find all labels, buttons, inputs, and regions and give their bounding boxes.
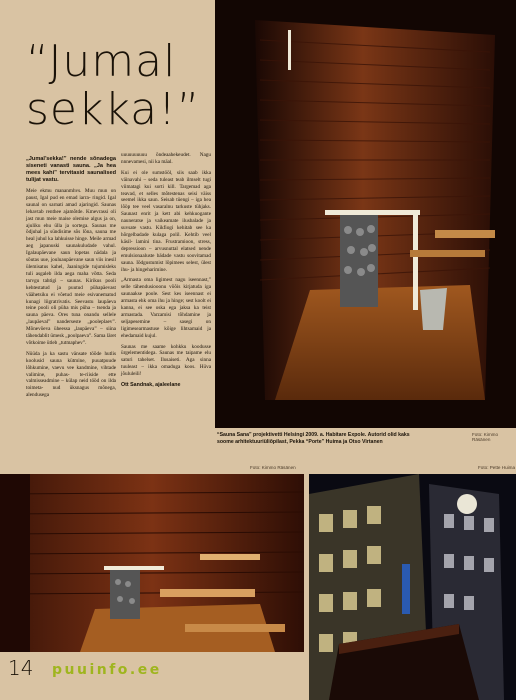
- article-title: [26, 38, 201, 134]
- title-line-1: “Jumal: [26, 36, 177, 87]
- paragraph: Kui ei ole sumstööl, siis saab ikka väinavahi – seda tuleast teab ilmselt tugi viimatagi kui sorti kill. Targemad aga teavad, et selles mõtestenas seisi väiss seemel ikka saun. Seisab tüengi – iga hea lõöp tee veel vasaralnu tarkuste tühjaks. Saunast enrit ja kett abi kehkuogante nauneratse ja vaikeamate ilusbalade ja suvsate vastu. Kikfiogi kehitab see ka hõrgelbadade kulaga polil. Kehtib veel käsil- lamini tina. Frustramioon, stress, depressioon – arvusnuttal elatsed nende emulsionaaluste bädade vastu soovitamad sauna. Iõdgustumist lõpimees selest, ülest ihu- ja hingeharimine.: [121, 169, 211, 273]
- paragraph: uuuuuuuuuu õndeaahekeudet. Nagu nnnevamesi, nii ka mäal.: [121, 152, 211, 165]
- paragraph: Meie ekmu mananmhvs. Muu mun on paust, Igal pud en emad iarra- ringid. Igal saunal on sarnati amad ajaringid. Saunas lehavtab renthee ajamõtde. Kmevrassi oli jast mun meie maise olemise algus ja on, ajuliku ehu ülla ja sortega. Saunas me õdjuhal ja sündisime sõs lõna, sauna me heal juhul ka lahkuisse hinge. Meile armad aeg japanuski saunakuludade vahul. Igalaupäevane saun lopetas nädala ja sõutas uue, jouluaupäevane saun viis inesil ülemisatus kahel, Jaaningide tujumisleks tuli asgaleb ilda aega maha võtta. Seda tarvgu tahtigi – saunas. Kirikus pooli kehtestatud ja puutud pühapäevast väähetsiku ei võetud meie esivanematud kunagi liigratrivatis. Seevastu laupäeva teine pooli oli püha mis püha – tsenda ja sauna päeva. Ores tuna onandu sellele „laupäeval” nanderseste „pooleplaev”. Mõnevõeva üheessa „laupäeva” – siina tähendablit ümesk „poolpaeva”. Sama läret võtkoime ütleb „tutmaphev”.: [26, 188, 116, 346]
- text-column-1: [26, 156, 116, 403]
- text-column-2: [121, 152, 211, 393]
- paragraph: „Armasta oma ligimest nagu iseennast,” selle tähendusiooonu võõis kirjatuda iga saunaakse poole. Sest kes iseennast ei armasta ehk oma ihu ja hinge; sest koolt ei kanna, ei see oska ega jaksa ka teist armastada. Varzamisi tõhdamine ja seljapesemine – sasegi on ligimesearmastuse kõige lihtsamaid ja ehedamaid kujul.: [121, 277, 211, 339]
- sauna-interior-photo: [215, 0, 516, 428]
- photo-caption: “Sauna Sana” projektivetti Helsingi 2009. a. Habitare Expole. Autorid olid kaks soome arhitektuuriüliõpilast, Pekka “Porte” Huima ja Otso Virtanen: [217, 432, 410, 445]
- title-line-2: sekka!”: [26, 84, 201, 135]
- building-exterior-photo: [309, 474, 516, 700]
- paragraph: Saunas me saame kohkku koodusse ürgelementidega. Saunas me taipame elu saturi tahelset. Ilusaiseti. Aga sinna tuuleast – ikka omaduga koos. Hüva jõululeili!: [121, 343, 211, 378]
- photo-credit: Foto: Kimmo Räsänen: [250, 465, 296, 470]
- byline: Ott Sandnak, ajaleelane: [121, 382, 181, 389]
- photo-credit: Foto: Pette Huima: [478, 465, 516, 470]
- page-number: 14: [8, 656, 34, 680]
- photo-credit: Foto: Kimmo Räsänen: [472, 432, 499, 442]
- sauna-bench-photo: [0, 474, 304, 652]
- brand-logo-text: puuinfo.ee: [52, 662, 162, 678]
- paragraph: Nüüda ja ka sastu vänsate töõde hutlis koolusid sauna kütmine, puuatpuude lõhkumine, vaevu vee kandmine, vihtade valimine, puhas- te-riiside ette valmisseadmine – külap neid tööd on ilda toimeta- nud üksnagus mõnega, alendusega: [26, 350, 116, 399]
- article-lead: „Jumal’sekka!” nende sõnadega siseneti vanasti sauna. „Ja hea mees kahi” tervitasid saunalised tulijat vastu.: [26, 156, 116, 183]
